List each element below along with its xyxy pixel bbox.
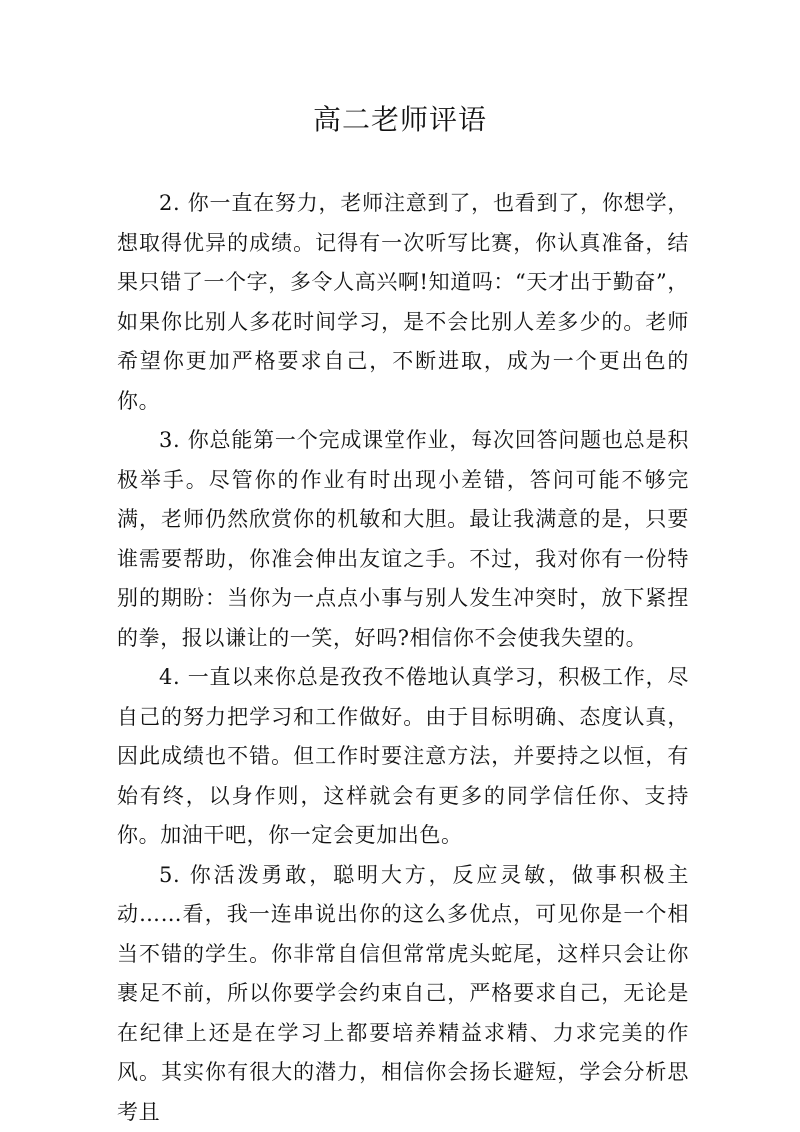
page-title: 高二老师评语 — [312, 103, 487, 136]
comment-paragraph-4: 4. 一直以来你总是孜孜不倦地认真学习，积极工作，尽自己的努力把学习和工作做好。由于目标明确、态度认真，因此成绩也不错。但工作时要注意方法，并要持之以恒，有始有终，以身作则，这样就会有更多的同学信任你、支持你。加油干吧，你一定会更加出色。 — [117, 665, 689, 847]
comment-paragraph-3: 3. 你总能第一个完成课堂作业，每次回答问题也总是积极举手。尽管你的作业有时出现小差错，答问可能不够完满，老师仍然欣赏你的机敏和大胆。最让我满意的是，只要谁需要帮助，你准会伸出友谊之手。不过，我对你有一份特别的期盼：当你为一点点小事与别人发生冲突时，放下紧捏的拳，报以谦让的一笑，好吗?相信你不会使我失望的。 — [117, 428, 689, 650]
document-body — [117, 184, 689, 1132]
comment-paragraph-2: 2. 你一直在努力，老师注意到了，也看到了，你想学，想取得优异的成绩。记得有一次听写比赛，你认真准备，结果只错了一个字，多令人高兴啊!知道吗：“天才出于勤奋”，如果你比别人多花时间学习，是不会比别人差多少的。老师希望你更加严格要求自己，不断进取，成为一个更出色的你。 — [117, 191, 689, 413]
comment-paragraph-5: 5. 你活泼勇敢，聪明大方，反应灵敏，做事积极主动……看，我一连串说出你的这么多优点，可见你是一个相当不错的学生。你非常自信但常常虎头蛇尾，这样只会让你裹足不前，所以你要学会约束自己，严格要求自己，无论是在纪律上还是在学习上都要培养精益求精、力求完美的作风。其实你有很大的潜力，相信你会扬长避短，学会分析思考且 — [117, 862, 689, 1124]
